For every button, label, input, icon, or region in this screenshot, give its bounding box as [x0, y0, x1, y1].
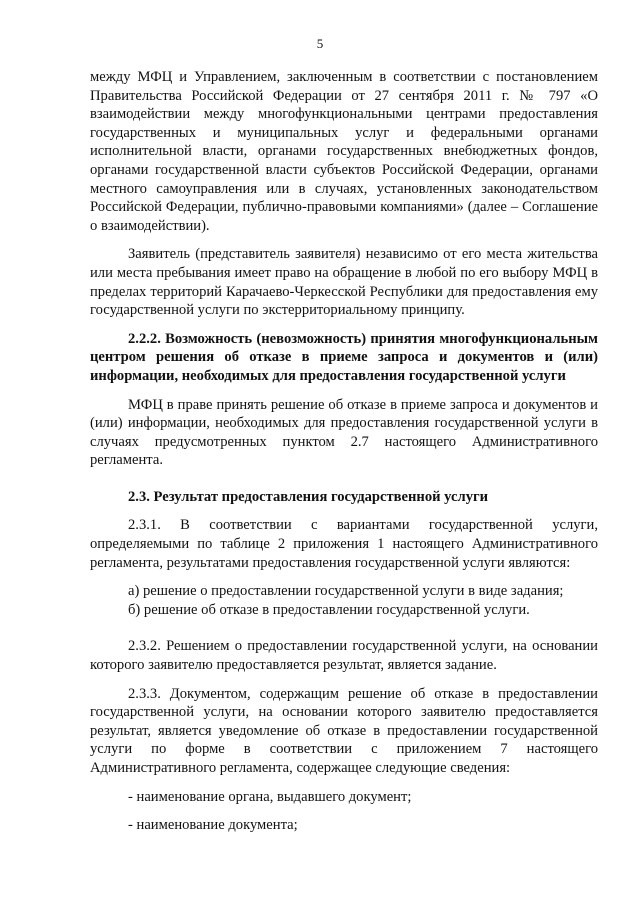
paragraph-2-3-3: 2.3.3. Документом, содержащим решение об отказе в предоставлении государственной услуги, на основании которого заявителю предоставляется результат, является уведомление об отказе в предоставлении государственной услуги по форме в соответствии с приложением 7 настоящего Административного регламента, содержащее следующие сведения:	[90, 685, 598, 776]
paragraph-2-3-1: 2.3.1. В соответствии с вариантами государственной услуги, определяемыми по таблице 2 приложения 1 настоящего Административного регламента, результатами предоставления государственной услуги являются:	[90, 517, 598, 571]
list-item-a: а) решение о предоставлении государственной услуги в виде задания;	[128, 583, 564, 600]
document-body	[90, 68, 598, 835]
list-item-document-name: - наименование документа;	[128, 817, 298, 834]
paragraph-applicant: Заявитель (представитель заявителя) независимо от его места жительства или места пребывания имеет право на обращение в любой по его выбору МФЦ в пределах территорий Карачаево-Черкесской Республики для предоставления ему государственной услуги по экстерриториальному принципу.	[90, 246, 598, 319]
heading-2-3: 2.3. Результат предоставления государственной услуги	[128, 488, 489, 505]
paragraph-2-3-2: 2.3.2. Решением о предоставлении государственной услуги, на основании которого заявителю предоставляется результат, является задание.	[90, 638, 598, 674]
paragraph-agreement: между МФЦ и Управлением, заключенным в соответствии с постановлением Правительства Российской Федерации от 27 сентября 2011 г. № 797 «О взаимодействии между многофункциональными центрами предоставления государственных и муниципальных услуг и федеральными органами исполнительной власти, органами государственных внебюджетных фондов, органами государственной власти субъектов Российской Федерации, органами местного самоуправления или в случаях, установленных законодательством Российской Федерации, публично-правовыми компаниями» (далее – Соглашение о взаимодействии).	[90, 69, 598, 234]
list-item-b: б) решение об отказе в предоставлении государственной услуги.	[128, 601, 530, 618]
list-item-organ: - наименование органа, выдавшего документ;	[128, 788, 412, 805]
page-number: 5	[316, 36, 324, 51]
heading-2-2-2: 2.2.2. Возможность (невозможность) принятия многофункциональным центром решения об отказе в приеме запроса и документов и (или) информации, необходимых для предоставления государственной услуги	[90, 330, 598, 384]
paragraph-mfc-refusal: МФЦ в праве принять решение об отказе в приеме запроса и документов и (или) информации, необходимых для предоставления государственной услуги в случаях предусмотренных пунктом 2.7 настоящего Административного регламента.	[90, 396, 598, 469]
